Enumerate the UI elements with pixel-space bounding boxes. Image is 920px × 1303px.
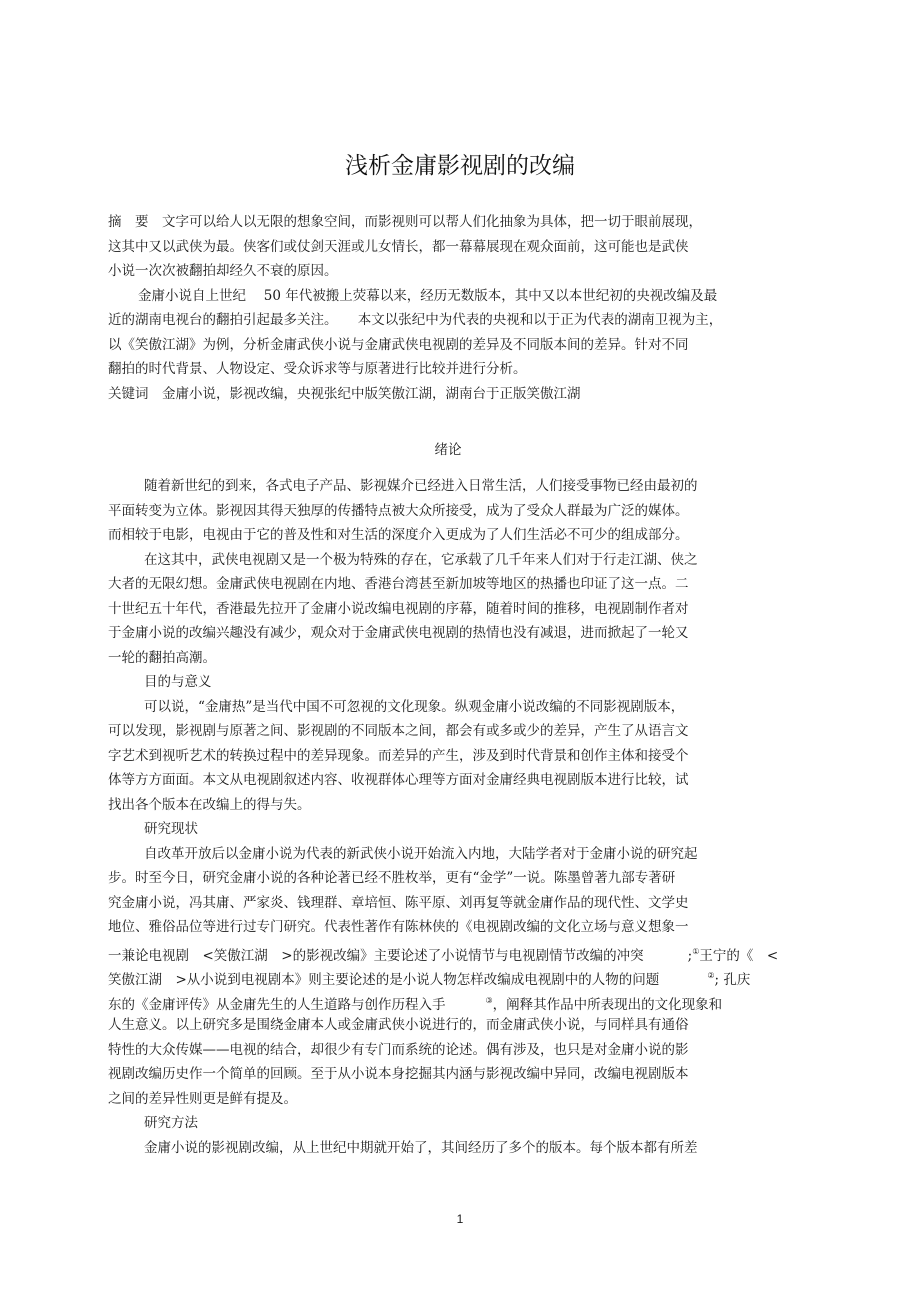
abstract-line: 金庸小说自上世纪 50 年代被搬上荧幕以来，经历无数版本，其中又以本世纪初的央视改编及最: [138, 287, 718, 304]
paragraph-line: 步。时至今日，研究金庸小说的各种论著已经不胜枚举，更有“金学”一说。陈墨曾著九部专著研: [108, 870, 676, 886]
paragraph-line: 可以说，“金庸热”是当代中国不可忽视的文化现象。纵观金庸小说改编的不同影视剧版本，: [144, 698, 685, 715]
subheading-status: 研究现状: [144, 821, 198, 837]
section-heading-intro: 绪论: [434, 442, 462, 458]
text-segment: ，阐释其作品中所表现出的文化现象和: [492, 996, 723, 1013]
paragraph-line: 而相较于电影，电视由于它的普及性和对生活的深度介入更成为了人们生活必不可少的组成部分。: [108, 527, 689, 543]
body-text: [108, 474, 788, 1160]
paragraph-line: 于金庸小说的改编兴趣没有减少，观众对于金庸武侠电视剧的热情也没有减退，进而掀起了一轮又: [108, 625, 689, 641]
abstract-line: 摘 要 文字可以给人以无限的想象空间，而影视则可以帮人们化抽象为具体，把一切于眼前展现，: [108, 214, 702, 230]
text-segment: 东的《金庸评传》从金庸先生的人生道路与创作历程入手: [108, 996, 446, 1013]
paragraph-line: 找出各个版本在改编上的得与失。: [108, 796, 311, 813]
footnote-marker: ③: [485, 995, 493, 1005]
paragraph-line: 究金庸小说，冯其庸、严家炎、钱理群、章培恒、陈平原、刘再复等就金庸作品的现代性、文学史: [108, 894, 689, 911]
paragraph-line: 体等方方面面。本文从电视剧叙述内容、收视群体心理等方面对金庸经典电视剧版本进行比较，试: [108, 772, 689, 788]
page-number: 1: [456, 1212, 464, 1226]
abstract-line: 近的湖南电视台的翻拍引起最多关注。 本文以张纪中为代表的央视和以于正为代表的湖南卫视为主，: [108, 312, 723, 328]
subheading-purpose: 目的与意义: [144, 674, 212, 690]
paragraph-line: 地位、雅俗品位等进行过专门研究。代表性著作有陈林侠的《电视剧改编的文化立场与意义想象一: [108, 919, 689, 935]
paragraph-line: 在这其中，武侠电视剧又是一个极为特殊的存在，它承载了几千年来人们对于行走江湖、侠之: [144, 551, 698, 568]
paragraph-line: 大者的无限幻想。金庸武侠电视剧在内地、香港台湾甚至新加坡等地区的热播也印证了这一点。二: [108, 576, 689, 592]
footnote-marker: ②: [707, 971, 715, 980]
paragraph-line: 字艺术到视听艺术的转换过程中的差异现象。而差异的产生，涉及到时代背景和创作主体和接受个: [108, 747, 689, 764]
keywords-line: 关键词 金庸小说，影视改编，央视张纪中版笑傲江湖，湖南台于正版笑傲江湖: [108, 385, 581, 402]
paragraph-line: 平面转变为立体。影视因其得天独厚的传播特点被大众所接受，成为了受众人群最为广泛的媒体。: [108, 502, 689, 519]
paragraph-line: 自改革开放后以金庸小说为代表的新武侠小说开始流入内地，大陆学者对于金庸小说的研究起: [144, 845, 698, 862]
abstract-line: 这其中又以武侠为最。侠客们或仗剑天涯或儿女情长，都一幕幕展现在观众面前，这可能也是武侠: [108, 238, 689, 255]
paragraph-line: 人生意义。以上研究多是围绕金庸本人或金庸武侠小说进行的，而金庸武侠小说，与同样具有通俗: [108, 1017, 689, 1033]
abstract-line: 以《笑傲江湖》为例，分析金庸武侠小说与金庸武侠电视剧的差异及不同版本间的差异。针对不同: [108, 336, 689, 353]
text-segment: 一兼论电视剧 <笑傲江湖 >的影视改编》主要论述了小说情节与电视剧情节改编的冲突: [108, 947, 644, 964]
text-segment: ;: [687, 947, 693, 964]
paragraph-line: 十世纪五十年代，香港最先拉开了金庸小说改编电视剧的序幕，随着时间的推移，电视剧制作者对: [108, 600, 689, 617]
paragraph-line: 随着新世纪的到来，各式电子产品、影视媒介已经进入日常生活，人们接受事物已经由最初的: [144, 478, 698, 494]
text-segment: 笑傲江湖 >从小说到电视剧本》则主要论述的是小说人物怎样改编成电视剧中的人物的问题: [108, 972, 660, 988]
paragraph-line: 一轮的翻拍高潮。: [108, 649, 216, 666]
abstract-line: 小说一次次被翻拍却经久不衰的原因。: [108, 263, 338, 279]
paragraph-line: 视剧改编历史作一个简单的回顾。至于从小说本身挖掘其内涵与影视改编中异同，改编电视剧版本: [108, 1066, 689, 1082]
paragraph-line: 之间的差异性则更是鲜有提及。: [108, 1090, 297, 1107]
abstract-section: [108, 210, 788, 406]
paragraph-line: 金庸小说的影视剧改编，从上世纪中期就开始了，其间经历了多个的版本。每个版本都有所差: [144, 1139, 698, 1156]
text-segment: ; 孔庆: [714, 972, 751, 988]
paragraph-line: 可以发现，影视剧与原著之间、影视剧的不同版本之间，都会有或多或少的差异，产生了从语言文: [108, 723, 689, 739]
text-segment: 王宁的《 <: [699, 947, 779, 964]
subheading-method: 研究方法: [144, 1115, 198, 1131]
document-title: 浅析金庸影视剧的改编: [345, 153, 575, 179]
footnote-marker: ①: [692, 946, 700, 956]
paragraph-line: [108, 940, 788, 965]
paragraph-line: [108, 964, 788, 989]
paragraph-line: 特性的大众传媒——电视的结合，却很少有专门而系统的论述。偶有涉及，也只是对金庸小说的影: [108, 1041, 689, 1058]
paragraph-line: [108, 989, 788, 1014]
abstract-line: 翻拍的时代背景、人物设定、受众诉求等与原著进行比较并进行分析。: [108, 361, 527, 377]
